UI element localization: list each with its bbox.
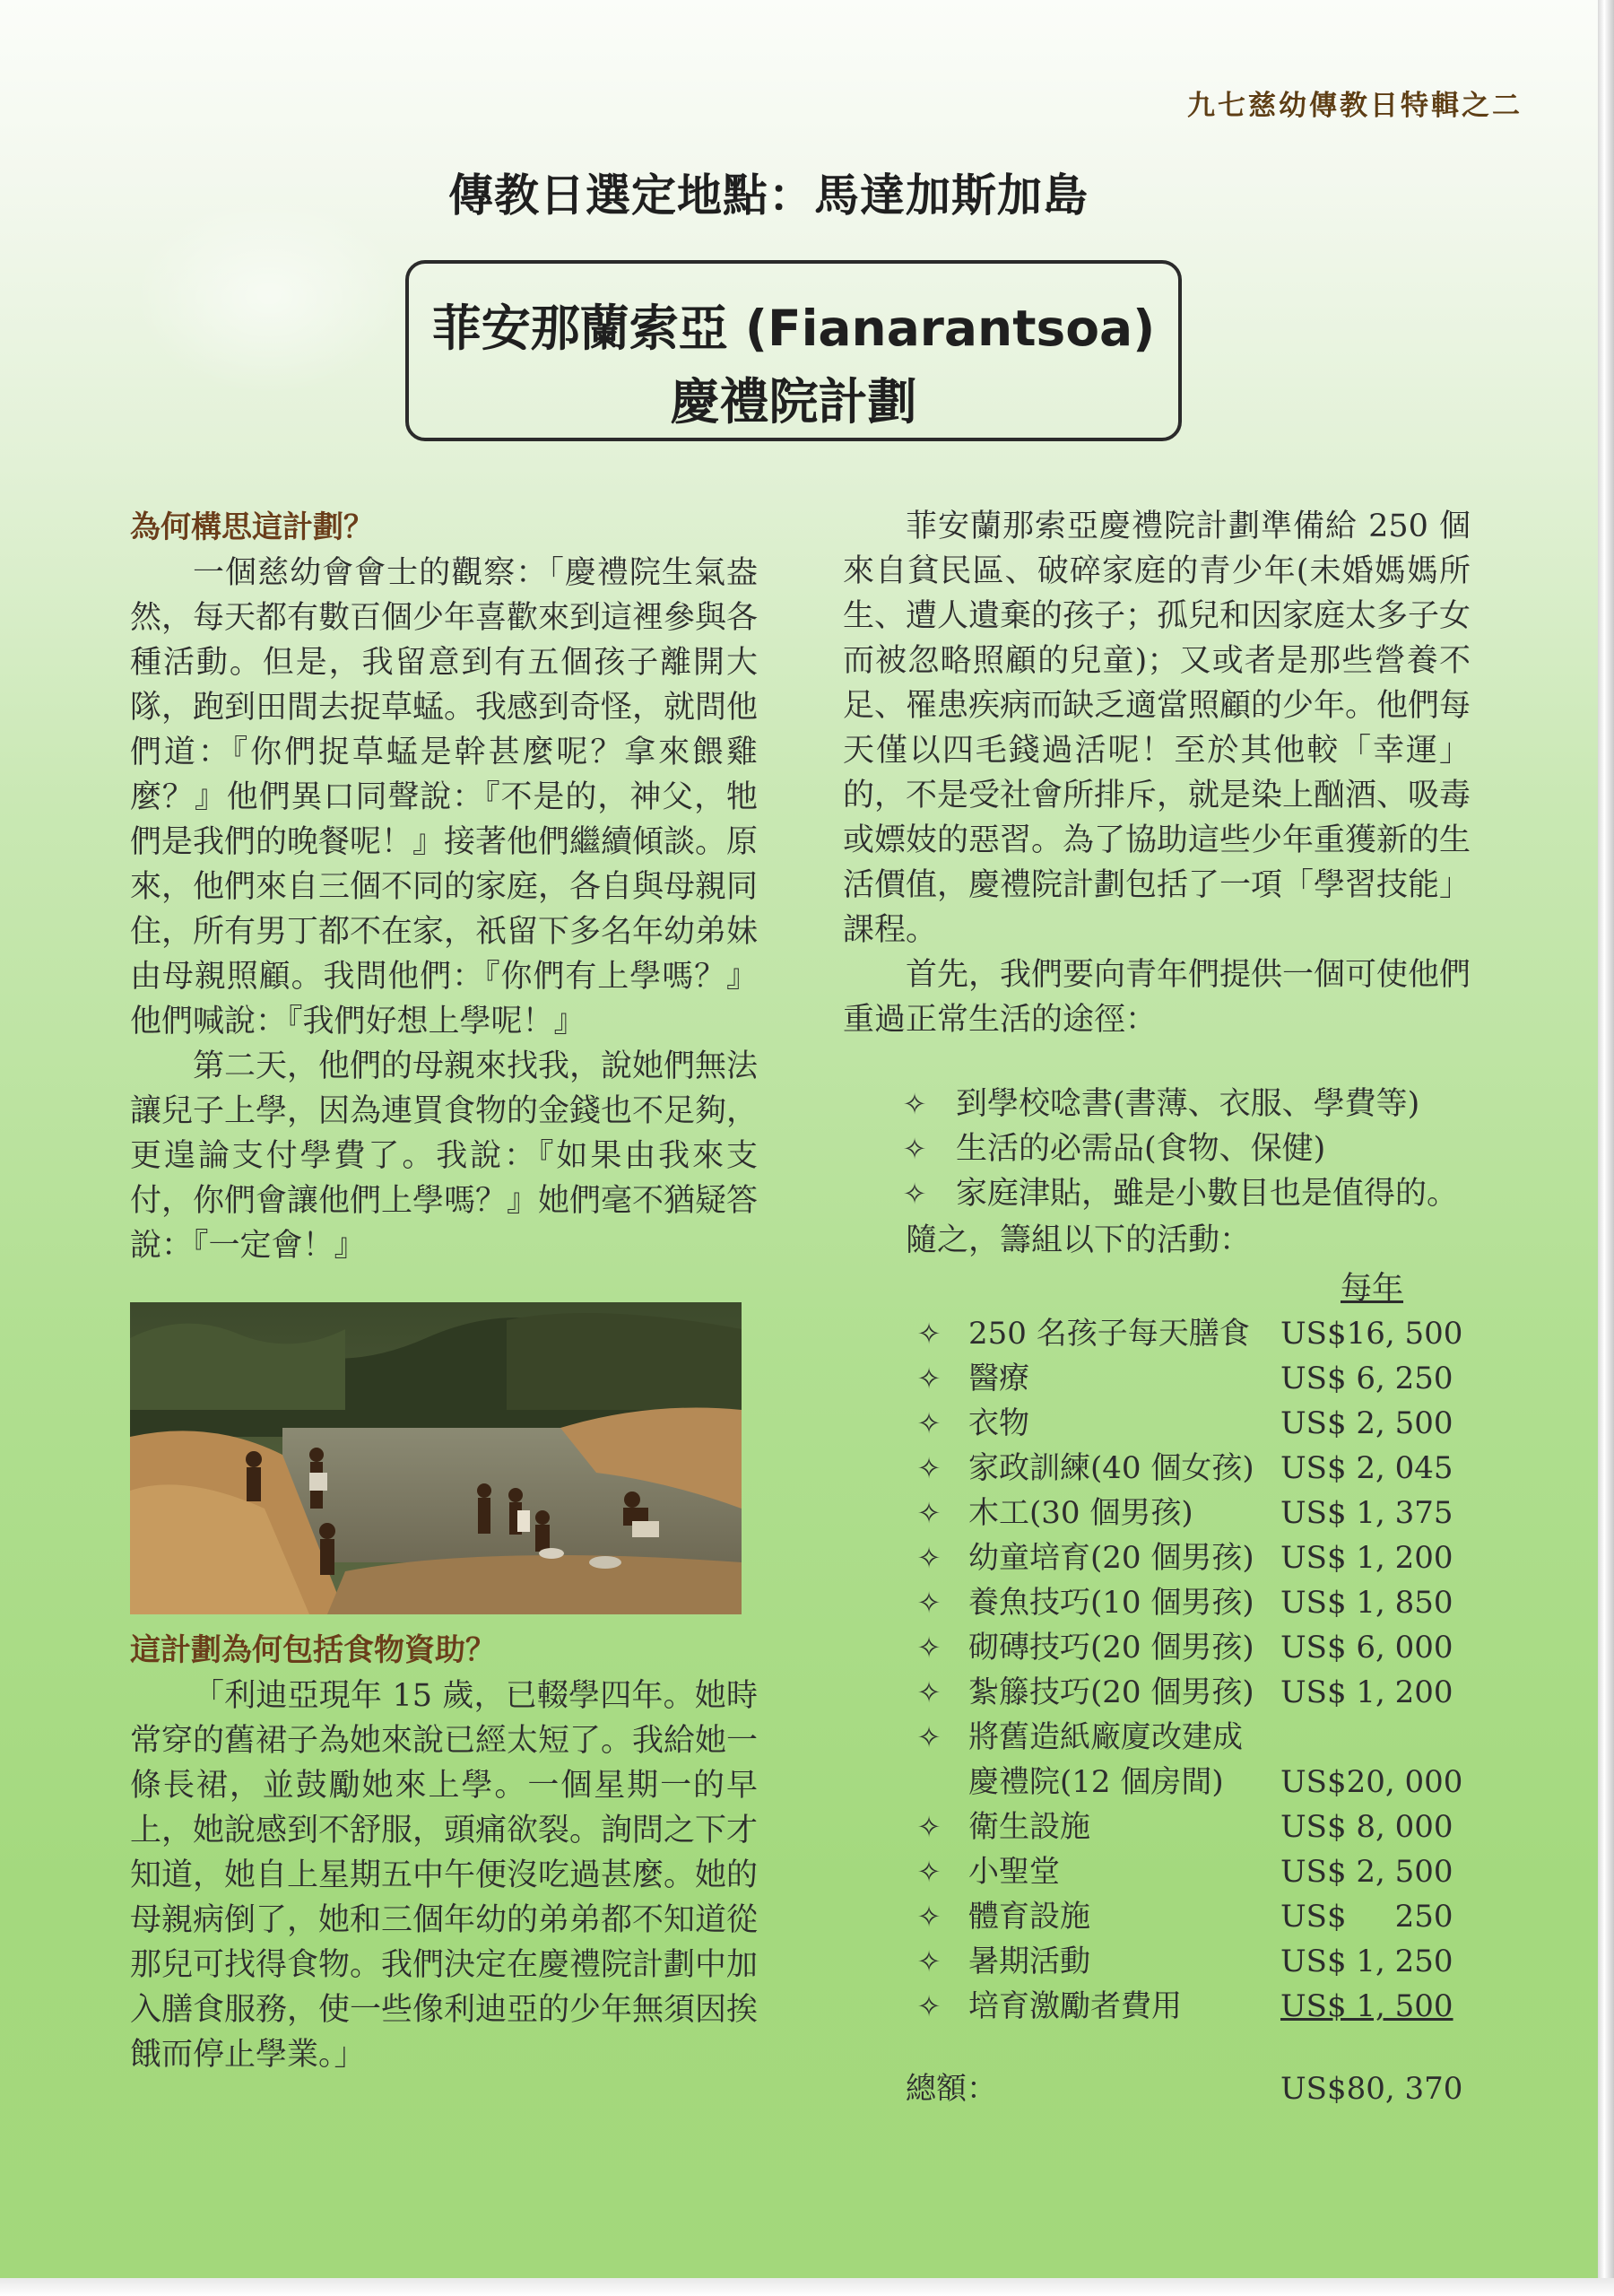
paragraph: 第二天，他們的母親來找我，說她們無法讓兒子上學，因為連買食物的金錢也不足夠，更遑論支付學費了。我說：『如果由我來支付，你們會讓他們上學嗎？』她們毫不猶疑答說：『一定會！』 bbox=[130, 1048, 759, 1264]
budget-row: ✧ 養魚技巧(10 個男孩) US$ 1, 850 bbox=[843, 1580, 1471, 1625]
sparkle-icon: ✧ bbox=[916, 1541, 941, 1575]
sparkle-icon: ✧ bbox=[916, 1451, 941, 1485]
faded-stamp bbox=[134, 197, 404, 395]
budget-row: ✧ 砌磚技巧(20 個男孩) US$ 6, 000 bbox=[843, 1625, 1471, 1670]
budget-row: ✧ 小聖堂 US$ 2, 500 bbox=[843, 1849, 1471, 1894]
page-title: 傳教日選定地點：馬達加斯加島 bbox=[448, 169, 1089, 222]
paragraph: 菲安蘭那索亞慶禮院計劃準備給 250 個來自貧民區、破碎家庭的青少年(未婚媽媽所生、遭人遺棄的孩子；孤兒和因家庭太多子女而被忽略照顧的兒童)；又或者是那些營養不足、罹患疾病而缺乏適當照顧的少年。他們每天僅以四毛錢過活呢！至於其他較「幸運」的，不是受社會所排斥，就是染上酗酒、吸毒或嫖妓的惡習。為了協助這些少年重獲新的生活價值，慶禮院計劃包括了一項「學習技能」課程。 bbox=[843, 509, 1471, 948]
budget-total bbox=[843, 2066, 1471, 2111]
budget-row: ✧ 將舊造紙廠廈改建成 慶禮院(12 個房間) US$20, 000 bbox=[843, 1715, 1471, 1805]
sparkle-icon: ✧ bbox=[916, 1631, 941, 1665]
sparkle-icon: ✧ bbox=[916, 1720, 941, 1754]
needs-list bbox=[843, 1082, 1471, 1216]
total-label: 總額： bbox=[906, 2071, 997, 2107]
budget-row: ✧ 培育激勵者費用 US$ 1, 500 bbox=[843, 1984, 1471, 2029]
sparkle-icon: ✧ bbox=[916, 1406, 941, 1440]
budget-header-label: 每年 bbox=[1341, 1271, 1404, 1307]
budget-row: ✧ 體育設施 US$ 250 bbox=[843, 1894, 1471, 1939]
paragraph: 「利迪亞現年 15 歲，已輟學四年。她時常穿的舊裙子為她來說已經太短了。我給她一條長裙，並鼓勵她來上學。一個星期一的早上，她說感到不舒服，頭痛欲裂。詢問之下才知道，她自上星期五中午便沒吃過甚麼。她的母親病倒了，她和三個年幼的弟弟都不知道從那兒可找得食物。我們決定在慶禮院計劃中加入膳食服務，使一些像利迪亞的少年無須因挨餓而停止學業。」 bbox=[130, 1678, 759, 2073]
sparkle-icon: ✧ bbox=[916, 1989, 941, 2023]
sparkle-icon: ✧ bbox=[902, 1177, 927, 1211]
budget-row: ✧ 家政訓練(40 個女孩) US$ 2, 045 bbox=[843, 1446, 1471, 1491]
sparkle-icon: ✧ bbox=[916, 1361, 941, 1396]
right-column bbox=[843, 504, 1471, 2111]
section-heading-food: 這計劃為何包括食物資助？ bbox=[130, 1632, 496, 1668]
budget-header bbox=[843, 1266, 1471, 1311]
sparkle-icon: ✧ bbox=[916, 1855, 941, 1889]
sparkle-icon: ✧ bbox=[902, 1132, 927, 1166]
sparkle-icon: ✧ bbox=[916, 1317, 941, 1351]
total-amount: US$80, 370 bbox=[1280, 2071, 1463, 2107]
budget-row: ✧ 醫療 US$ 6, 250 bbox=[843, 1356, 1471, 1401]
photo-children-river bbox=[130, 1302, 742, 1614]
sparkle-icon: ✧ bbox=[916, 1496, 941, 1530]
binding-edge bbox=[1598, 0, 1614, 2296]
title-line-1: 菲安那蘭索亞 (Fianarantsoa) bbox=[431, 300, 1156, 357]
title-line-2: 慶禮院計劃 bbox=[670, 373, 917, 430]
bottom-edge bbox=[0, 2278, 1614, 2296]
budget-row: ✧ 紮籐技巧(20 個男孩) US$ 1, 200 bbox=[843, 1670, 1471, 1715]
budget-row: ✧ 木工(30 個男孩) US$ 1, 375 bbox=[843, 1491, 1471, 1535]
paragraph: 首先，我們要向青年們提供一個可使他們重過正常生活的途徑： bbox=[843, 957, 1471, 1038]
paragraph: 一個慈幼會會士的觀察：「慶禮院生氣盎然，每天都有數百個少年喜歡來到這裡參與各種活動。但是，我留意到有五個孩子離開大隊，跑到田間去捉草蜢。我感到奇怪，就問他們道：『你們捉草蜢是幹甚麼呢？拿來餵雞麼？』他們異口同聲說：『不是的，神父，牠們是我們的晚餐呢！』接著他們繼續傾談。原來，他們來自三個不同的家庭，各自與母親同住，所有男丁都不在家，祇留下多名年幼弟妹由母親照顧。我問他們：『你們有上學嗎？』他們喊說：『我們好想上學呢！』 bbox=[130, 555, 759, 1039]
activities-intro: 隨之，籌組以下的活動： bbox=[906, 1222, 1252, 1258]
budget-row: ✧ 幼童培育(20 個男孩) US$ 1, 200 bbox=[843, 1535, 1471, 1580]
list-item: ✧ 家庭津貼，雖是小數目也是值得的。 bbox=[843, 1171, 1471, 1216]
sparkle-icon: ✧ bbox=[916, 1586, 941, 1620]
section-heading-why: 為何構思這計劃？ bbox=[130, 509, 374, 545]
list-item: ✧ 生活的必需品(食物、保健) bbox=[843, 1126, 1471, 1171]
budget-row: ✧ 250 名孩子每天膳食 US$16, 500 bbox=[843, 1311, 1471, 1356]
sparkle-icon: ✧ bbox=[916, 1900, 941, 1934]
budget-row: ✧ 暑期活動 US$ 1, 250 bbox=[843, 1939, 1471, 1984]
list-item: ✧ 到學校唸書(書薄、衣服、學費等) bbox=[843, 1082, 1471, 1126]
left-column bbox=[130, 504, 758, 2077]
sparkle-icon: ✧ bbox=[916, 1810, 941, 1844]
budget-row: ✧ 衣物 US$ 2, 500 bbox=[843, 1401, 1471, 1446]
title-box bbox=[405, 260, 1182, 441]
sparkle-icon: ✧ bbox=[902, 1087, 927, 1121]
sparkle-icon: ✧ bbox=[916, 1675, 941, 1709]
budget-row: ✧ 衛生設施 US$ 8, 000 bbox=[843, 1805, 1471, 1849]
sparkle-icon: ✧ bbox=[916, 1944, 941, 1979]
budget-table bbox=[843, 1266, 1471, 2111]
header-note: 九七慈幼傳教日特輯之二 bbox=[1187, 90, 1523, 122]
